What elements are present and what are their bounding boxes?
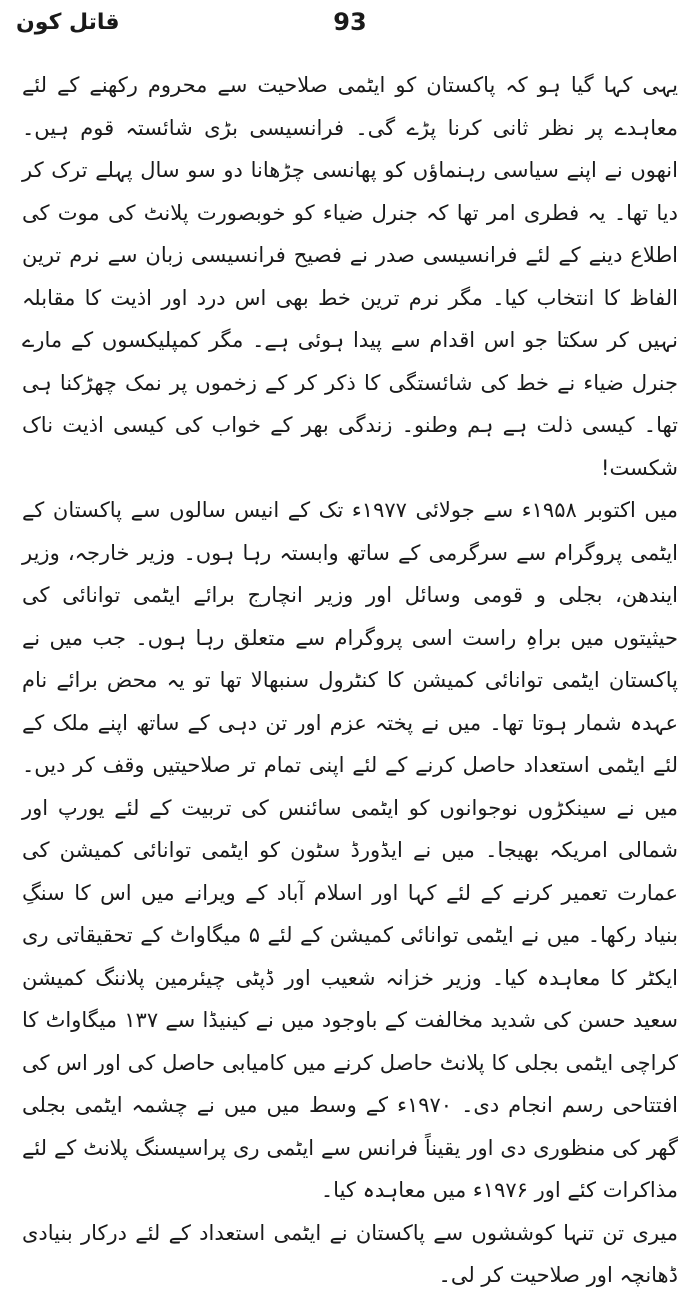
book-title: قاتل کون (16, 10, 120, 35)
paragraph-2: میں اکتوبر ۱۹۵۸ء سے جولائی ۱۹۷۷ء تک کے انیس سالوں سے پاکستان کے ایٹمی پروگرام سے سرگرمی کے ساتھ وابستہ رہا ہوں۔ وزیر خارجہ، وزیر ایندھن، بجلی و قومی وسائل اور وزیر انچارج برائے ایٹمی توانائی کی حیثیتوں میں براہِ راست اسی پروگرام سے متعلق رہا ہوں۔ جب میں نے پاکستان ایٹمی توانائی کمیشن کا کنٹرول سنبھالا تھا تو یہ محض برائے نام عہدہ شمار ہوتا تھا۔ میں نے پختہ عزم اور تن دہی کے ساتھ اپنے ملک کے لئے ایٹمی استعداد حاصل کرنے کے لئے اپنی تمام تر صلاحیتیں وقف کر دیں۔ میں نے سینکڑوں نوجوانوں کو ایٹمی سائنس کی تربیت کے لئے یورپ اور شمالی امریکہ بھیجا۔ میں نے ایڈورڈ سٹون کو ایٹمی توانائی کمیشن کی عمارت تعمیر کرنے کے لئے کہا اور اسلام آباد کے ویرانے میں اس کا سنگِ بنیاد رکھا۔ میں نے ایٹمی توانائی کمیشن کے لئے ۵ میگاواٹ کے تحقیقاتی ری ایکٹر کا معاہدہ کیا۔ وزیر خزانہ شعیب اور ڈپٹی چیئرمین پلاننگ کمیشن سعید حسن کی شدید مخالفت کے باوجود میں نے کینیڈا سے ۱۳۷ میگاواٹ کا کراچی ایٹمی بجلی کا پلانٹ حاصل کرنے میں کامیابی حاصل کی اور اس کی افتتاحی رسم انجام دی۔ ۱۹۷۰ء کے وسط میں میں نے چشمہ ایٹمی بجلی گھر کی منظوری دی اور یقیناً فرانس سے ایٹمی ری پراسیسنگ پلانٹ کے لئے مذاکرات کئے اور ۱۹۷۶ء میں معاہدہ کیا۔ (22, 498, 679, 1202)
page-body (22, 64, 678, 1297)
paragraph-1: یہی کہا گیا ہو کہ پاکستان کو ایٹمی صلاحیت سے محروم رکھنے کے لئے معاہدے پر نظر ثانی کرنا پڑے گی۔ فرانسیسی بڑی شائستہ قوم ہیں۔ انھوں نے اپنے سیاسی رہنماؤں کو پھانسی چڑھانا دو سو سال پہلے ترک کر دیا تھا۔ یہ فطری امر تھا کہ جنرل ضیاء کو خوبصورت پلانٹ کی موت کی اطلاع دینے کے لئے فرانسیسی صدر نے فصیح فرانسیسی زبان سے نرم ترین الفاظ کا انتخاب کیا۔ مگر نرم ترین خط بھی اس درد اور اذیت کا مقابلہ نہیں کر سکتا جو اس اقدام سے پیدا ہوئی ہے۔ مگر کمپلیکسوں کے مارے جنرل ضیاء نے خط کی شائستگی کا ذکر کر کے زخموں پر نمک چھڑکنا ہی تھا۔ کیسی ذلت ہے ہم وطنو۔ زندگی بھر کے خواب کی کیسی اذیت ناک شکست! (22, 73, 678, 480)
page-number: 93 (333, 8, 367, 36)
paragraph-3: میری تن تنہا کوششوں سے پاکستان نے ایٹمی استعداد کے لئے درکار بنیادی ڈھانچہ اور صلاحیت کر لی۔ (22, 1220, 678, 1287)
page-header (16, 8, 684, 48)
